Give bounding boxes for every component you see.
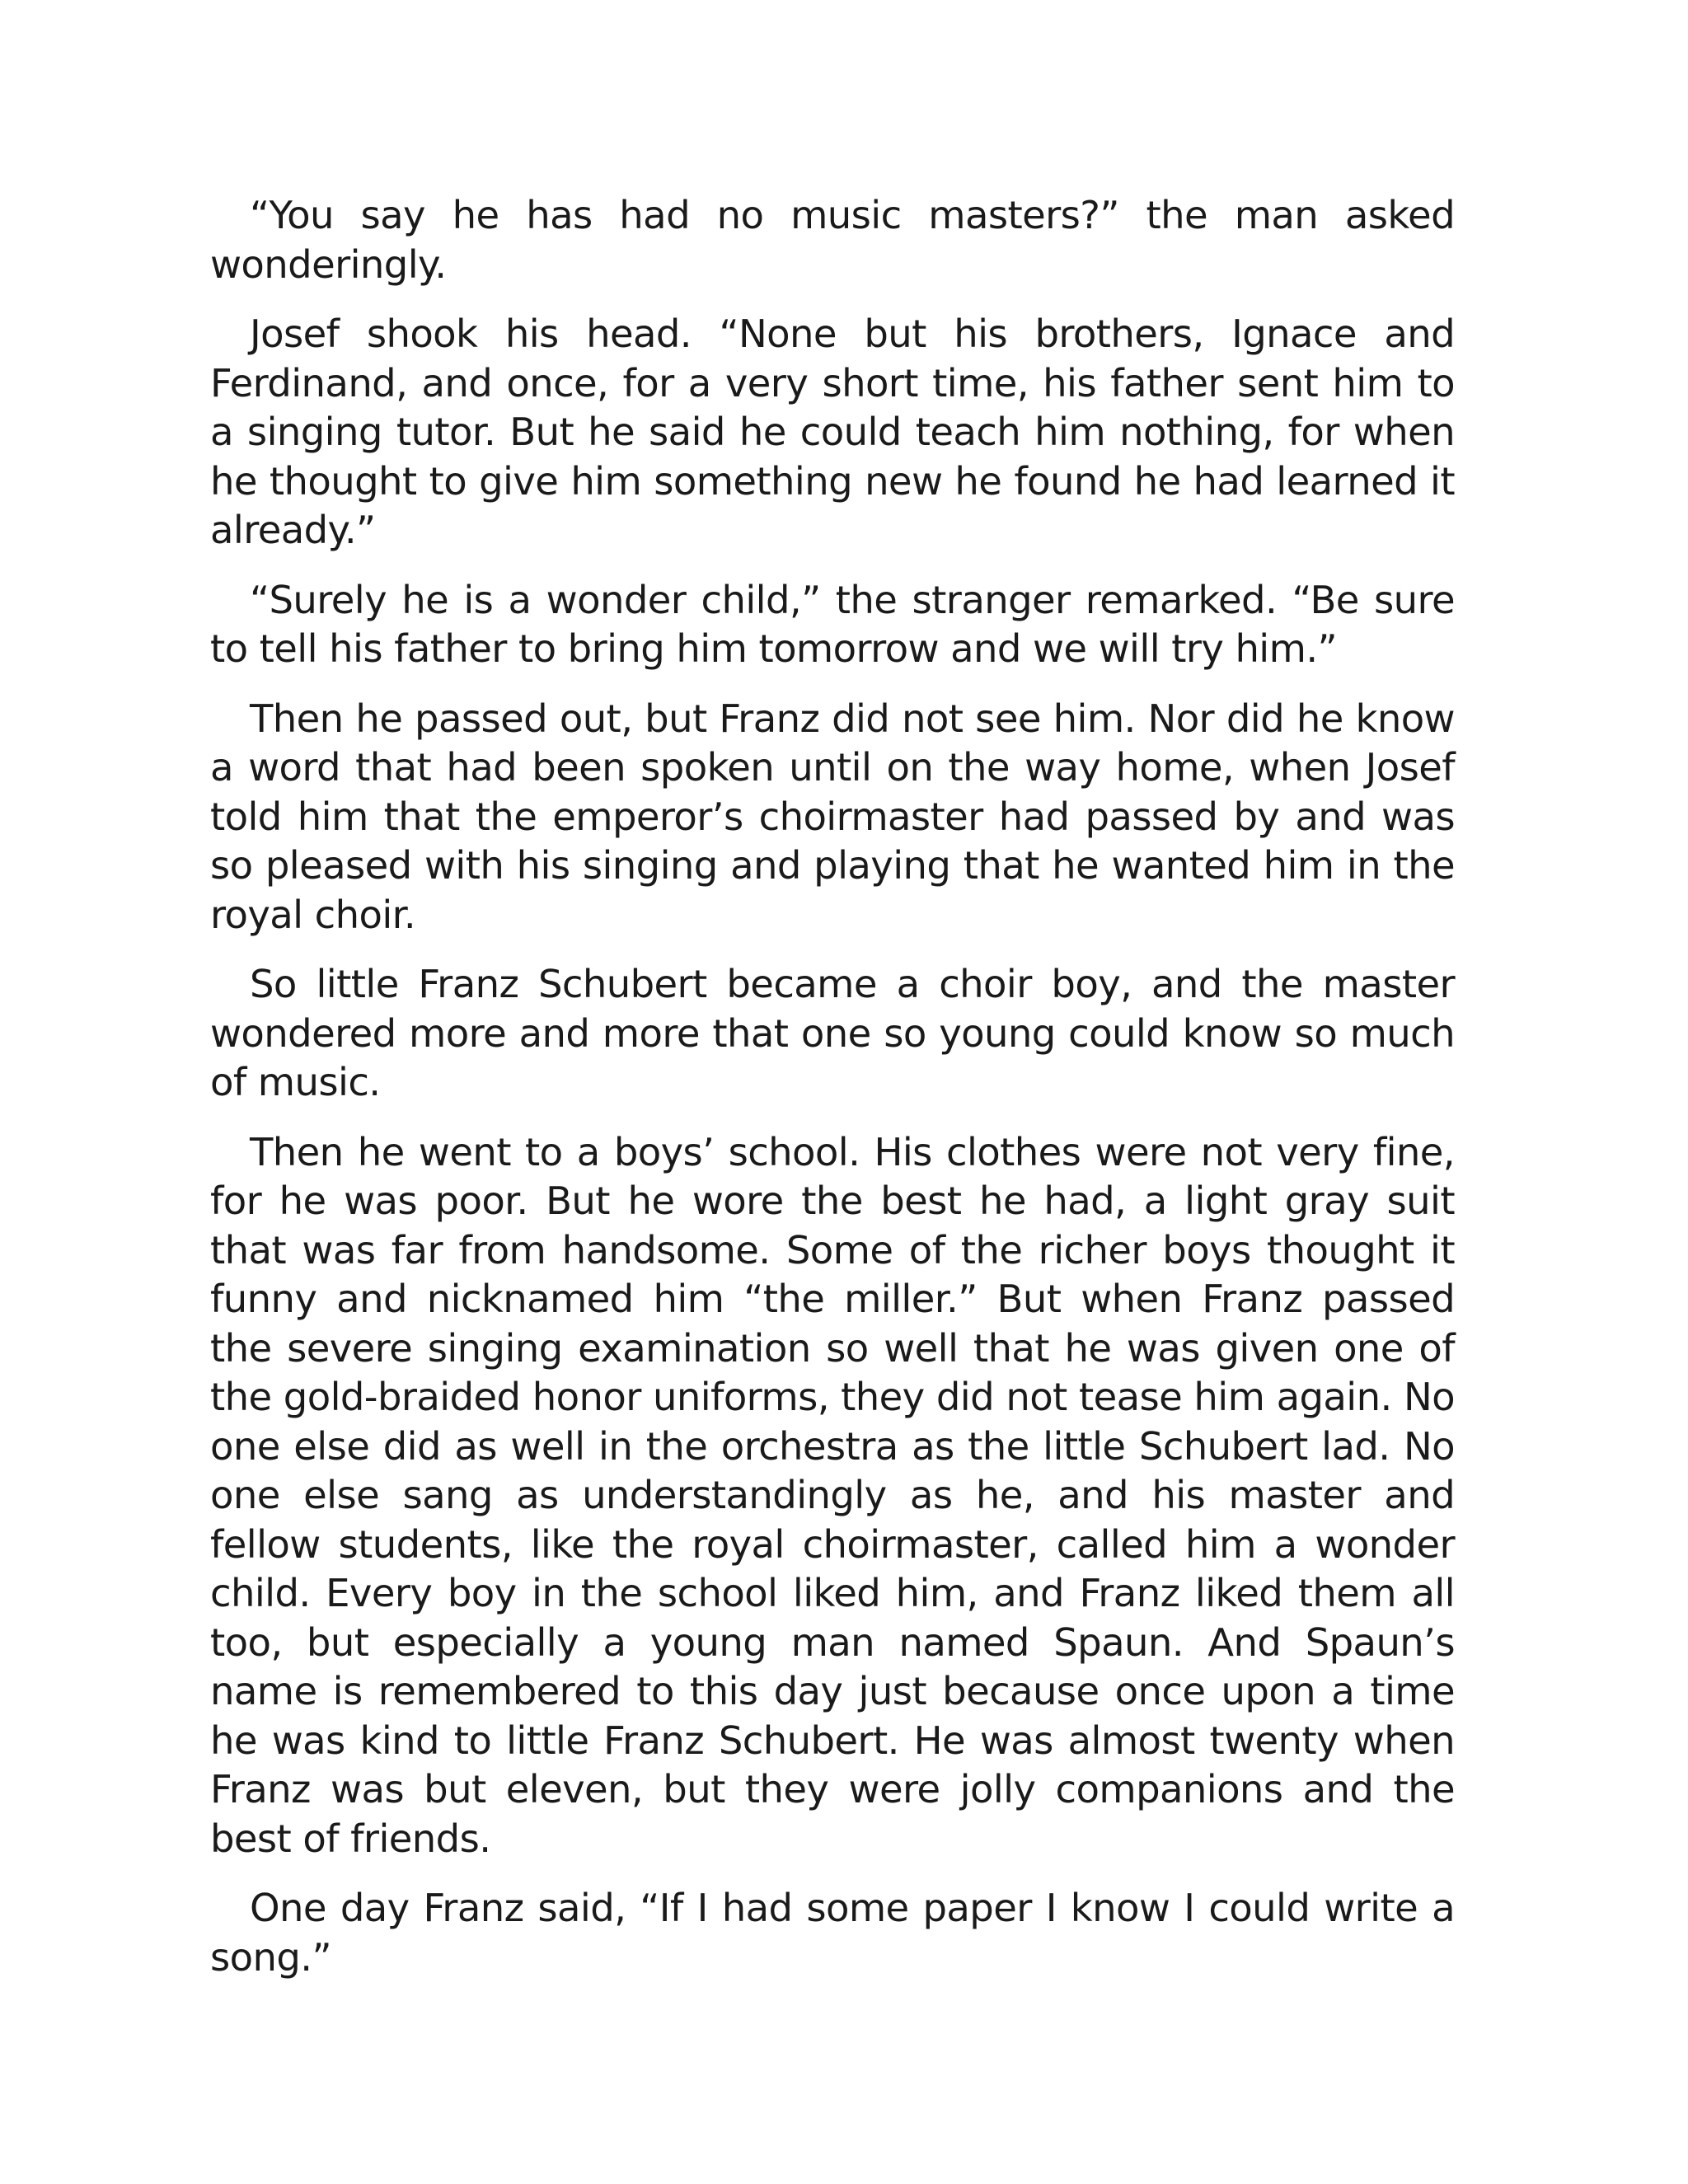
paragraph-6: Then he went to a boys’ school. His clothes were not very fine, for he was poor. But he wore the best he had, a light gray suit that was far from handsome. Some of the richer boys thought it funny and nicknamed him “the miller.” But when Franz passed the severe singing examination so well that he was given one of the gold-braided honor uniforms, they did not tease him again. No one else did as well in the orchestra as the little Schubert lad. No one else sang as understandingly as he, and his master and fellow students, like the royal choirmaster, called him a wonder child. Every boy in the school liked him, and Franz liked them all too, but especially a young man named Spaun. And Spaun’s name is remembered to this day just because once upon a time he was kind to little Franz Schubert. He was almost twenty when Franz was but eleven, but they were jolly companions and the best of friends. xyxy=(210,1129,1455,1861)
paragraph-4: Then he passed out, but Franz did not see him. Nor did he know a word that had been spoken until on the way home, when Josef told him that the emperor’s choirmaster had passed by and was so pleased with his singing and playing that he wanted him in the royal choir. xyxy=(210,696,1455,937)
paragraph-1: “You say he has had no music masters?” the man asked wonderingly. xyxy=(210,193,1455,287)
page-text xyxy=(210,191,1455,2003)
paragraph-3: “Surely he is a wonder child,” the stranger remarked. “Be sure to tell his father to bring him tomorrow and we will try him.” xyxy=(210,577,1455,671)
paragraph-2: Josef shook his head. “None but his brothers, Ignace and Ferdinand, and once, for a very short time, his father sent him to a singing tutor. But he said he could teach him nothing, for when he thought to give him something new he found he had learned it already.” xyxy=(210,312,1455,552)
paragraph-5: So little Franz Schubert became a choir boy, and the master wondered more and more that one so young could know so much of music. xyxy=(210,962,1455,1104)
paragraph-7: One day Franz said, “If I had some paper I know I could write a song.” xyxy=(210,1886,1455,1980)
